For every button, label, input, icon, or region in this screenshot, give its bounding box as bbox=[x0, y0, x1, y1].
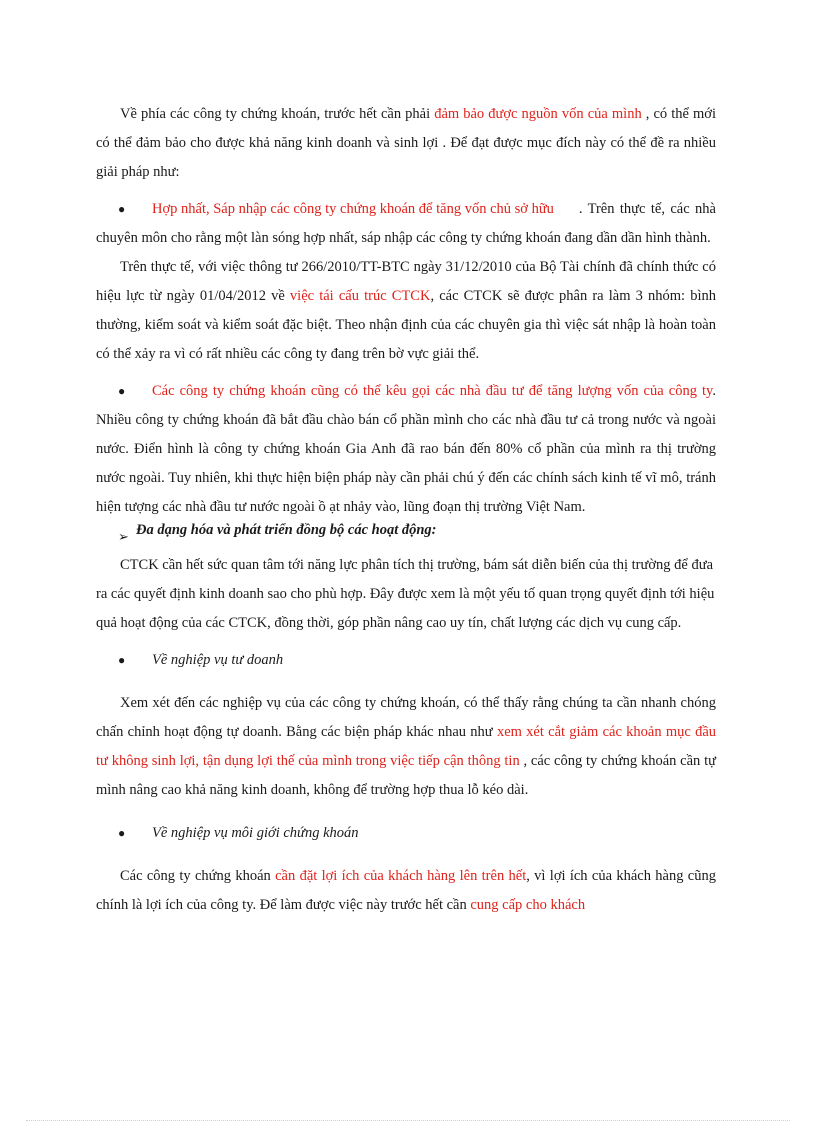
paragraph-investors bbox=[96, 377, 716, 522]
highlight-text: cần đặt lợi ích của khách hàng lên trên hết bbox=[275, 868, 527, 884]
text-span: , vì lợi ích của khách hàng cũng chính là lợi ích của công ty. Để làm được việc này trước hết cần bbox=[96, 868, 716, 913]
highlight-text: Hợp nhất, Sáp nhập các công ty chứng khoán để tăng vốn chủ sở hữu bbox=[152, 201, 554, 217]
page-bottom-divider bbox=[26, 1120, 790, 1121]
sub-heading-brokerage bbox=[96, 819, 716, 848]
text-span: , các CTCK sẽ được phân ra làm 3 nhóm: bình thường, kiểm soát và kiểm soát đặc biệt. Theo nhận định của các chuyên gia thì việc sát nhập là hoàn toàn có thể xảy ra vì có rất nhiều các công ty đang trên bờ vực giải thể. bbox=[96, 288, 716, 362]
paragraph-analysis: CTCK cần hết sức quan tâm tới năng lực phân tích thị trường, bám sát diễn biến của thị trường để đưa ra các quyết định kinh doanh sao cho phù hợp. Đây được xem là một yếu tố quan trọng quyết định tới hiệu quả hoạt động của các CTCK, đồng thời, góp phần nâng cao uy tín, chất lượng các dịch vụ cung cấp. bbox=[96, 557, 715, 631]
text-span: , các công ty chứng khoán cần tự mình nâng cao khả năng kinh doanh, không để trường hợp thua lỗ kéo dài. bbox=[96, 753, 716, 798]
text-span: , có thể mới có thể đảm bảo cho được khả năng kinh doanh và sinh lợi . Để đạt được mục đích này có thể đề ra nhiều giải pháp như: bbox=[96, 106, 717, 180]
bullet-dot-icon: ● bbox=[118, 653, 126, 667]
bullet-dot-icon: ● bbox=[118, 202, 126, 216]
arrow-right-icon: ➢ bbox=[118, 529, 129, 544]
section-heading: Đa dạng hóa và phát triển đồng bộ các hoạt động: bbox=[136, 522, 437, 538]
highlight-text: xem xét cắt giảm các khoản mục đầu tư không sinh lợi, tận dụng lợi thế của mình trong việc tiếp cận thông tin bbox=[96, 724, 717, 769]
text-span: Xem xét đến các nghiệp vụ của các công ty chứng khoán, có thể thấy rằng chúng ta cần nhanh chóng chấn chỉnh hoạt động tự doanh. Bằng các biện pháp khác nhau như bbox=[96, 695, 716, 740]
paragraph-proprietary bbox=[96, 689, 716, 805]
paragraph-brokerage bbox=[96, 862, 716, 920]
highlight-text: đảm bảo được nguồn vốn của mình bbox=[434, 106, 642, 122]
highlight-text: Các công ty chứng khoán cũng có thể kêu gọi các nhà đầu tư để tăng lượng vốn của công ty bbox=[152, 383, 713, 399]
text-span: Trên thực tế, với việc thông tư 266/2010/TT-BTC ngày 31/12/2010 của Bộ Tài chính đã chính thức có hiệu lực từ ngày 01/04/2012 về bbox=[96, 259, 716, 304]
bullet-dot-icon: ● bbox=[118, 826, 126, 840]
sub-heading-proprietary bbox=[96, 646, 716, 675]
document-body bbox=[96, 100, 716, 920]
sub-heading: Về nghiệp vụ môi giới chứng khoán bbox=[152, 825, 359, 841]
paragraph-circular bbox=[96, 253, 716, 369]
sub-heading: Về nghiệp vụ tư doanh bbox=[152, 652, 284, 668]
section-heading-diversify bbox=[118, 522, 716, 551]
paragraph-intro bbox=[96, 100, 716, 187]
highlight-text: cung cấp cho khách bbox=[470, 897, 586, 913]
bullet-dot-icon: ● bbox=[118, 384, 126, 398]
text-span: . Trên thực tế, các nhà chuyên môn cho rằng một làn sóng hợp nhất, sáp nhập các công ty chứng khoán đang dần dần hình thành. bbox=[96, 201, 716, 246]
text-span: Các công ty chứng khoán bbox=[120, 868, 276, 884]
text-span: Về phía các công ty chứng khoán, trước hết cần phải bbox=[120, 106, 435, 122]
highlight-text: việc tái cấu trúc CTCK bbox=[289, 288, 431, 304]
paragraph-merger bbox=[96, 195, 716, 253]
text-span: . Nhiều công ty chứng khoán đã bắt đầu chào bán cổ phần mình cho các nhà đầu tư cả trong nước và ngoài nước. Điển hình là công ty chứng khoán Gia Anh đã rao bán đến 80% cổ phần của mình ra thị trường nước ngoài. Tuy nhiên, khi thực hiện biện pháp này cần phải chú ý đến các chính sách kinh tế vĩ mô, tránh hiện tượng các nhà đầu tư nước ngoài ồ ạt nhảy vào, lũng đoạn thị trường Việt Nam. bbox=[96, 383, 716, 515]
